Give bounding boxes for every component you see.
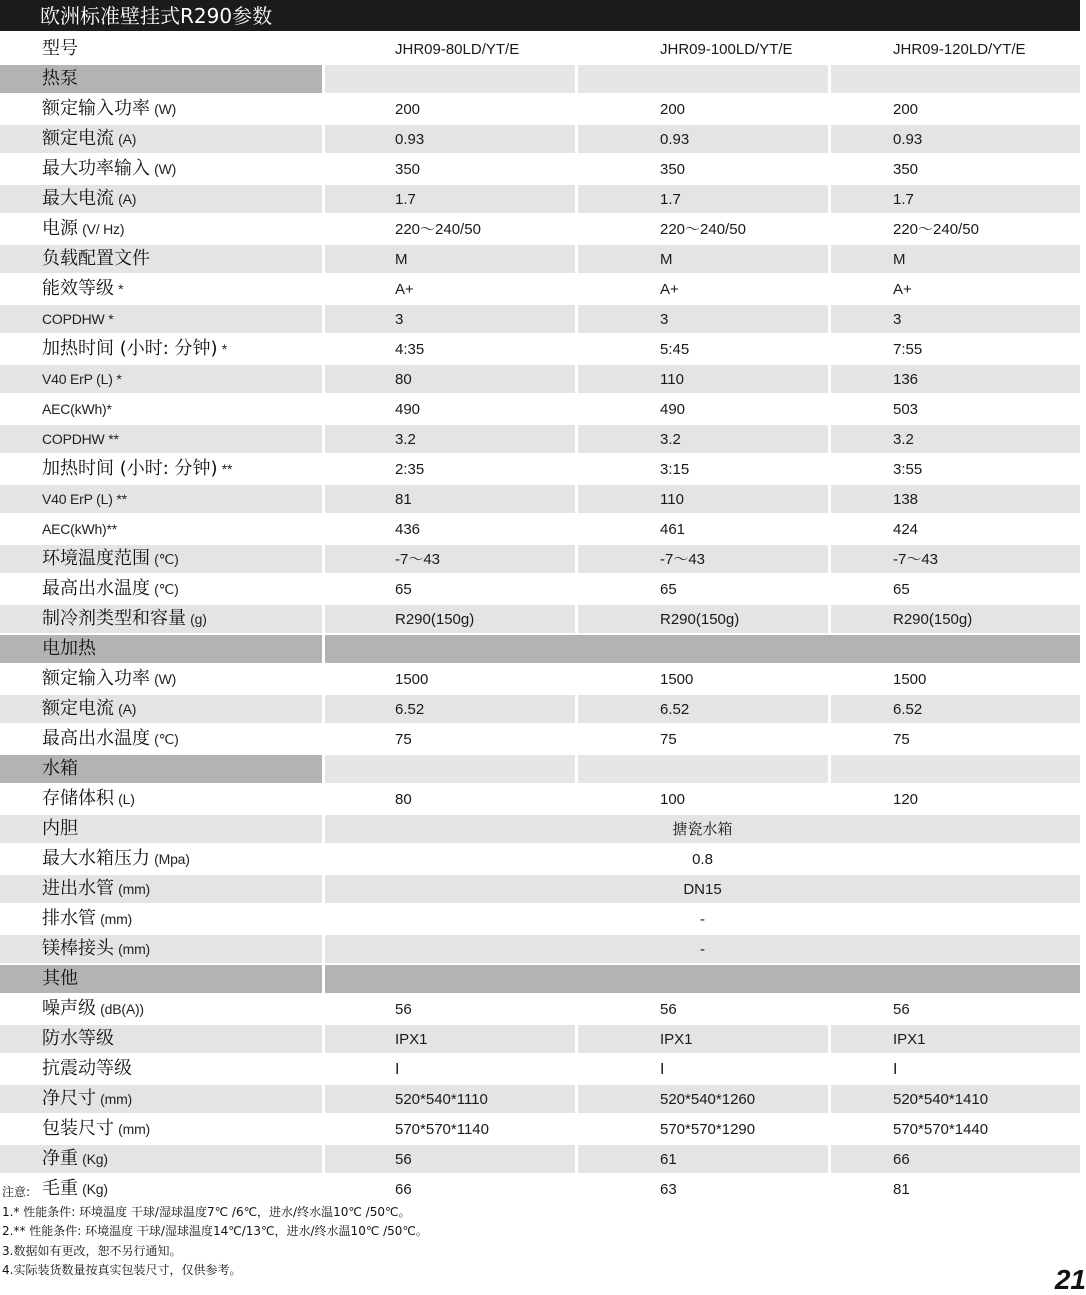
label-unit: (℃) (154, 581, 179, 597)
spec-value: 461 (575, 515, 828, 545)
row-label (0, 1055, 322, 1085)
spec-value: 1500 (575, 665, 828, 695)
label-text: 型号 (42, 38, 78, 59)
section-label (0, 965, 322, 995)
spec-row (0, 1115, 1080, 1145)
label-unit: V40 ErP (L) * (42, 371, 122, 387)
spec-row (0, 1055, 1080, 1085)
spec-value: 3:15 (575, 455, 828, 485)
row-label (0, 245, 322, 275)
label-text: 制冷剂类型和容量 (42, 608, 186, 629)
notes-heading: 注意: (2, 1185, 31, 1199)
section-fill (828, 755, 1080, 785)
spec-value: IPX1 (322, 1025, 575, 1055)
spec-value: 3 (575, 305, 828, 335)
spec-value: 81 (828, 1175, 1080, 1205)
spec-value: 65 (828, 575, 1080, 605)
spec-value: 80 (322, 365, 575, 395)
spec-row (0, 665, 1080, 695)
label-text: 抗震动等级 (42, 1058, 132, 1079)
row-label (0, 1145, 322, 1175)
spec-value: 75 (575, 725, 828, 755)
spec-value: 570*570*1440 (828, 1115, 1080, 1145)
header-row (0, 35, 1080, 65)
label-text: 净重 (42, 1148, 78, 1169)
spec-value: 65 (575, 575, 828, 605)
spec-row (0, 215, 1080, 245)
spec-value: 350 (322, 155, 575, 185)
label-text: 额定输入功率 (42, 668, 150, 689)
label-unit: (mm) (100, 1091, 133, 1107)
spec-row (0, 935, 1080, 965)
spec-row (0, 395, 1080, 425)
section-label (0, 755, 322, 785)
spec-value: 63 (575, 1175, 828, 1205)
spec-value: 65 (322, 575, 575, 605)
spec-value: M (575, 245, 828, 275)
label-unit: (dB(A)) (100, 1001, 144, 1017)
spec-value: 136 (828, 365, 1080, 395)
spec-value: 0.93 (828, 125, 1080, 155)
spec-value: 490 (575, 395, 828, 425)
spec-value: 3.2 (828, 425, 1080, 455)
spec-row (0, 605, 1080, 635)
spec-value: 66 (828, 1145, 1080, 1175)
label-unit: (mm) (118, 1121, 151, 1137)
model-name: JHR09-80LD/YT/E (322, 35, 575, 65)
spec-value: Ⅰ (575, 1055, 828, 1085)
spec-value: 56 (575, 995, 828, 1025)
section-row (0, 755, 1080, 785)
row-label (0, 215, 322, 245)
spec-value: 56 (322, 1145, 575, 1175)
row-label (0, 1085, 322, 1115)
label-text: 最大水箱压力 (42, 848, 150, 869)
spec-value: 200 (828, 95, 1080, 125)
spec-row (0, 875, 1080, 905)
spec-value: 6.52 (828, 695, 1080, 725)
row-label (0, 815, 322, 845)
section-fill (575, 65, 828, 95)
label-unit: (mm) (118, 941, 151, 957)
label-text: 存储体积 (42, 788, 114, 809)
row-label (0, 545, 322, 575)
section-fill (322, 755, 575, 785)
section-row (0, 635, 1080, 665)
row-label (0, 425, 322, 455)
spec-row (0, 95, 1080, 125)
label-text: 加热时间 (小时: 分钟) (42, 338, 218, 359)
spec-value: 220～240/50 (828, 215, 1080, 245)
row-label (0, 875, 322, 905)
spec-value: 75 (828, 725, 1080, 755)
spec-row (0, 1145, 1080, 1175)
spec-value: 520*540*1410 (828, 1085, 1080, 1115)
label-unit: (W) (154, 161, 177, 177)
row-label (0, 335, 322, 365)
label-text: 净尺寸 (42, 1088, 96, 1109)
spec-value: 520*540*1260 (575, 1085, 828, 1115)
spec-row (0, 905, 1080, 935)
label-unit: AEC(kWh)** (42, 521, 118, 537)
label-unit: (V/ Hz) (82, 221, 125, 237)
section-fill (322, 635, 1080, 665)
spec-value: -7～43 (322, 545, 575, 575)
model-name: JHR09-120LD/YT/E (828, 35, 1080, 65)
notes (2, 1183, 902, 1281)
spec-value: 110 (575, 485, 828, 515)
row-label (0, 695, 322, 725)
spec-value: 3 (828, 305, 1080, 335)
spec-value: 3.2 (575, 425, 828, 455)
spec-value: 436 (322, 515, 575, 545)
spec-value: 3:55 (828, 455, 1080, 485)
spec-value: 56 (322, 995, 575, 1025)
row-label (0, 515, 322, 545)
spec-value: 6.52 (322, 695, 575, 725)
label-unit: AEC(kWh)* (42, 401, 112, 417)
spec-value: 110 (575, 365, 828, 395)
spec-value: M (322, 245, 575, 275)
section-fill (322, 65, 575, 95)
section-title: 水箱 (42, 758, 78, 779)
row-label (0, 575, 322, 605)
label-text: 负载配置文件 (42, 248, 150, 269)
label-unit: (A) (118, 131, 137, 147)
spec-value: 350 (828, 155, 1080, 185)
section-label (0, 65, 322, 95)
spec-value: M (828, 245, 1080, 275)
spec-value: 1.7 (575, 185, 828, 215)
label-unit: ** (221, 461, 233, 477)
spec-value: 61 (575, 1145, 828, 1175)
row-label (0, 845, 322, 875)
label-unit: (℃) (154, 731, 179, 747)
spec-value: 4:35 (322, 335, 575, 365)
row-label (0, 455, 322, 485)
spec-row (0, 155, 1080, 185)
spec-row (0, 695, 1080, 725)
spec-value: 138 (828, 485, 1080, 515)
spec-value: IPX1 (575, 1025, 828, 1055)
label-text: 最大功率输入 (42, 158, 150, 179)
row-label (0, 1025, 322, 1055)
spec-value: 520*540*1110 (322, 1085, 575, 1115)
row-label (0, 785, 322, 815)
spec-value: 2:35 (322, 455, 575, 485)
label-text: 毛重 (42, 1178, 78, 1199)
spec-value: 搪瓷水箱 (322, 815, 1080, 845)
label-text: 加热时间 (小时: 分钟) (42, 458, 218, 479)
spec-row (0, 335, 1080, 365)
note-line: 2.** 性能条件: 环境温度 干球/湿球温度14℃/13℃，进水/终水温10℃ /50℃。 (2, 1224, 428, 1238)
spec-value: 0.93 (575, 125, 828, 155)
row-label (0, 365, 322, 395)
spec-value: 1.7 (322, 185, 575, 215)
page-number: 21 (1054, 1264, 1086, 1295)
spec-row (0, 455, 1080, 485)
label-unit: (A) (118, 701, 137, 717)
note-line: 4.实际装货数量按真实包装尺寸，仅供参考。 (2, 1263, 242, 1277)
section-title: 热泵 (42, 68, 78, 89)
label-text: 排水管 (42, 908, 96, 929)
label-text: 能效等级 (42, 278, 114, 299)
row-label (0, 995, 322, 1025)
spec-row (0, 725, 1080, 755)
spec-row (0, 185, 1080, 215)
label-unit: (L) (118, 791, 135, 807)
spec-value: 200 (322, 95, 575, 125)
label-unit: * (221, 341, 227, 357)
spec-row (0, 245, 1080, 275)
label-text: 包装尺寸 (42, 1118, 114, 1139)
spec-value: A+ (322, 275, 575, 305)
spec-value: 0.93 (322, 125, 575, 155)
spec-value: 424 (828, 515, 1080, 545)
spec-value: 80 (322, 785, 575, 815)
spec-value: 56 (828, 995, 1080, 1025)
row-label (0, 125, 322, 155)
spec-value: 0.8 (322, 845, 1080, 875)
page-title: 欧洲标准壁挂式R290参数 (40, 4, 273, 28)
label-unit: (Kg) (82, 1181, 108, 1197)
label-unit: (mm) (100, 911, 133, 927)
spec-value: -7～43 (575, 545, 828, 575)
title-bar (0, 0, 1080, 33)
label-text: 最高出水温度 (42, 728, 150, 749)
model-name: JHR09-100LD/YT/E (575, 35, 828, 65)
spec-value: 1.7 (828, 185, 1080, 215)
spec-value: R290(150g) (575, 605, 828, 635)
spec-value: 120 (828, 785, 1080, 815)
label-text: 电源 (42, 218, 78, 239)
label-text: 内胆 (42, 818, 78, 839)
spec-value: DN15 (322, 875, 1080, 905)
label-unit: (mm) (118, 881, 151, 897)
row-label (0, 155, 322, 185)
spec-value: 350 (575, 155, 828, 185)
section-title: 电加热 (42, 638, 96, 659)
note-line: 1.* 性能条件: 环境温度 干球/湿球温度7℃ /6℃，进水/终水温10℃ /50℃。 (2, 1204, 411, 1219)
row-label (0, 185, 322, 215)
spec-row (0, 1085, 1080, 1115)
spec-value: - (322, 905, 1080, 935)
spec-row (0, 785, 1080, 815)
label-unit: (g) (190, 611, 207, 627)
label-text: 额定电流 (42, 128, 114, 149)
section-label (0, 635, 322, 665)
spec-row (0, 1025, 1080, 1055)
note-line: 3.数据如有更改，恕不另行通知。 (2, 1243, 182, 1258)
row-label (0, 275, 322, 305)
spec-row (0, 485, 1080, 515)
row-label (0, 35, 322, 65)
row-label (0, 665, 322, 695)
spec-value: 220～240/50 (322, 215, 575, 245)
label-unit: (Mpa) (154, 851, 190, 867)
label-text: 额定输入功率 (42, 98, 150, 119)
label-text: 镁棒接头 (42, 938, 114, 959)
spec-value: A+ (828, 275, 1080, 305)
label-text: 最大电流 (42, 188, 114, 209)
row-label (0, 935, 322, 965)
label-unit: (℃) (154, 551, 179, 567)
spec-row (0, 365, 1080, 395)
row-label (0, 395, 322, 425)
label-text: 环境温度范围 (42, 548, 150, 569)
row-label (0, 905, 322, 935)
spec-value: 1500 (828, 665, 1080, 695)
spec-value: 7:55 (828, 335, 1080, 365)
row-label (0, 605, 322, 635)
spec-value: 570*570*1290 (575, 1115, 828, 1145)
spec-value: 81 (322, 485, 575, 515)
label-unit: COPDHW ** (42, 431, 119, 447)
section-fill (322, 965, 1080, 995)
spec-row (0, 995, 1080, 1025)
spec-row (0, 275, 1080, 305)
section-fill (575, 755, 828, 785)
spec-row (0, 815, 1080, 845)
spec-value: R290(150g) (828, 605, 1080, 635)
row-label (0, 305, 322, 335)
spec-value: 1500 (322, 665, 575, 695)
spec-value: 6.52 (575, 695, 828, 725)
spec-value: Ⅰ (322, 1055, 575, 1085)
spec-row (0, 305, 1080, 335)
row-label (0, 95, 322, 125)
spec-row (0, 575, 1080, 605)
label-text: 噪声级 (42, 998, 96, 1019)
spec-value: R290(150g) (322, 605, 575, 635)
label-unit: (W) (154, 671, 177, 687)
row-label (0, 485, 322, 515)
spec-row (0, 515, 1080, 545)
row-label (0, 725, 322, 755)
label-unit: * (118, 281, 124, 297)
spec-table (0, 35, 1080, 1205)
spec-value: 5:45 (575, 335, 828, 365)
spec-value: 3 (322, 305, 575, 335)
spec-value: 66 (322, 1175, 575, 1205)
spec-value: -7～43 (828, 545, 1080, 575)
spec-value: 490 (322, 395, 575, 425)
spec-row (0, 125, 1080, 155)
spec-value: 200 (575, 95, 828, 125)
spec-value: 570*570*1140 (322, 1115, 575, 1145)
label-unit: COPDHW * (42, 311, 114, 327)
section-title: 其他 (42, 968, 78, 989)
spec-value: 100 (575, 785, 828, 815)
label-text: 额定电流 (42, 698, 114, 719)
spec-value: 503 (828, 395, 1080, 425)
label-text: 最高出水温度 (42, 578, 150, 599)
spec-value: IPX1 (828, 1025, 1080, 1055)
spec-value: 75 (322, 725, 575, 755)
spec-value: 3.2 (322, 425, 575, 455)
row-label (0, 1115, 322, 1145)
spec-value: Ⅰ (828, 1055, 1080, 1085)
spec-row (0, 845, 1080, 875)
section-row (0, 965, 1080, 995)
label-unit: (Kg) (82, 1151, 108, 1167)
section-row (0, 65, 1080, 95)
spec-row (0, 425, 1080, 455)
spec-row (0, 545, 1080, 575)
spec-value: A+ (575, 275, 828, 305)
spec-value: - (322, 935, 1080, 965)
section-fill (828, 65, 1080, 95)
label-unit: (W) (154, 101, 177, 117)
label-text: 进出水管 (42, 878, 114, 899)
label-text: 防水等级 (42, 1028, 114, 1049)
spec-value: 220～240/50 (575, 215, 828, 245)
label-unit: V40 ErP (L) ** (42, 491, 127, 507)
label-unit: (A) (118, 191, 137, 207)
